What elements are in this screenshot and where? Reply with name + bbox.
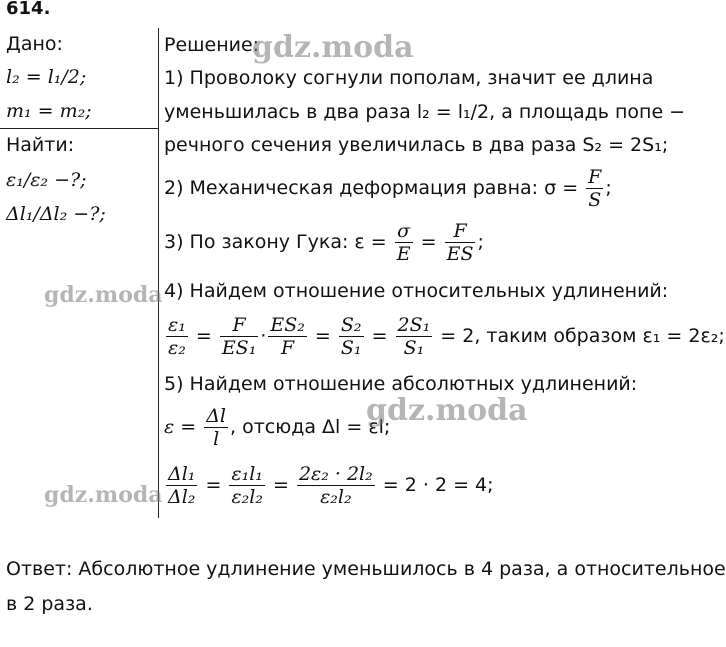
step-1-line-c: речного сечения увеличилась в два раза S₂ = 2S₁; <box>164 134 669 156</box>
step-3-f1-denominator: E <box>396 243 411 265</box>
step-6-end: = 2 · 2 = 4; <box>376 474 494 496</box>
step-4-f2-numerator: F <box>220 314 259 337</box>
step-5-end: , отсюда Δl = εl; <box>230 416 391 438</box>
answer-line-1: Ответ: Абсолютное удлинение уменьшилось в 4 раза, а относительное <box>6 558 726 580</box>
step-4-f1-denominator: ε₂ <box>168 337 186 359</box>
watermark-logo: gdz.moda <box>366 393 528 428</box>
step-4-f3-denominator: F <box>281 337 295 359</box>
vertical-divider <box>158 28 159 518</box>
step-5-denominator: l <box>213 428 220 450</box>
given-line-1: l₂ = l₁/2; <box>6 66 87 88</box>
step-1-line-a: 1) Проволоку согнули пополам, значит ее длина <box>164 67 654 89</box>
step-5-numerator: Δl <box>206 405 227 427</box>
step-2-numerator: F <box>588 166 602 188</box>
step-6-f3-denominator: ε₂l₂ <box>320 486 352 508</box>
find-line-2: Δl₁/Δl₂ −?; <box>6 203 106 225</box>
step-5-fraction <box>204 405 228 450</box>
watermark-logo: gdz.moda <box>252 30 414 65</box>
step-3-text: 3) По закону Гука: ε = <box>164 231 393 253</box>
step-5-epsilon: ε = <box>164 416 203 438</box>
step-2-fraction <box>586 166 603 211</box>
step-4-fraction-1 <box>166 314 188 359</box>
step-4-text: 4) Найдем отношение относительных удлинений: <box>164 280 669 302</box>
step-3-end: ; <box>477 231 484 253</box>
given-line-2: m₁ = m₂; <box>6 100 92 122</box>
step-4-fraction-4 <box>339 314 364 359</box>
step-4-f4-denominator: S₁ <box>340 337 362 359</box>
problem-number: 614. <box>6 0 51 19</box>
step-4-f5-numerator: 2S₁ <box>397 314 431 336</box>
step-5-equation <box>164 405 390 450</box>
step-5-text: 5) Найдем отношение абсолютных удлинений: <box>164 373 638 395</box>
step-6-f1-numerator: Δl₁ <box>168 463 196 485</box>
find-heading: Найти: <box>6 134 75 156</box>
step-4-f3-numerator: ES₂ <box>270 314 305 336</box>
step-4-f5-denominator: S₁ <box>403 337 425 359</box>
horizontal-divider <box>0 128 158 129</box>
step-6-f2-denominator: ε₂l₂ <box>231 486 263 508</box>
step-6-f3-numerator: 2ε₂ · 2l₂ <box>298 463 373 485</box>
step-2-end: ; <box>605 177 612 199</box>
step-6-fraction-2 <box>229 463 265 508</box>
step-3-f2-denominator: ES <box>446 243 474 265</box>
step-4-f1-numerator: ε₁ <box>168 314 186 336</box>
step-4-fraction-3 <box>268 314 307 359</box>
step-4-f2-denominator: ES₁ <box>221 337 257 359</box>
watermark-logo: gdz.moda <box>44 282 163 308</box>
step-6-equation: $\frac{\text{Δl₁}}{\text{Δl₂}}$ = $\frac{\text{ε₁l₁}}{\text{ε₂l₂}}$ = $\frac{\text{2ε₂ · 2l₂}}{\text{ε₂l₂}}$ = 2 · 2 = 4; <box>168 463 494 508</box>
step-1-line-b: уменьшилась в два раза l₂ = l₁/2, а площадь попе − <box>164 101 686 123</box>
given-heading: Дано: <box>6 33 63 55</box>
step-3-f1-numerator: σ <box>395 220 413 243</box>
step-6-fraction-1 <box>166 463 197 508</box>
step-3-f2-numerator: F <box>445 220 476 243</box>
step-4-end: = 2, таким образом ε₁ = 2ε₂; <box>434 325 725 347</box>
step-3-fraction-1 <box>395 220 413 265</box>
step-6-f2-numerator: ε₁l₁ <box>231 463 263 485</box>
find-line-1: ε₁/ε₂ −?; <box>6 169 87 191</box>
step-3-fraction-2 <box>445 220 476 265</box>
step-4-f4-numerator: S₂ <box>340 314 362 336</box>
step-2-text: 2) Механическая деформация равна: σ = <box>164 177 585 199</box>
step-6-f1-denominator: Δl₂ <box>168 486 196 508</box>
watermark-logo: gdz.moda <box>44 482 163 508</box>
step-6-fraction-3 <box>297 463 375 508</box>
step-3 <box>164 220 484 265</box>
step-4-fraction-2 <box>220 314 259 359</box>
step-2-denominator: S <box>588 189 602 211</box>
step-4-fraction-5 <box>396 314 433 359</box>
solution-heading: Решение: <box>164 34 260 56</box>
step-3-equals: = <box>414 231 443 253</box>
step-2 <box>164 166 612 211</box>
answer-line-2: в 2 раза. <box>6 593 93 615</box>
step-4-equation: $\frac{\text{ε₁}}{\text{ε₂}}$ = $\frac{F}{\text{ES₁}}$ · $\frac{\text{ES₂}}{F}$ = $\frac{\text{S₂}}{\text{S₁}}$ = $\frac{\text{2S₁}}{\text{S₁}}$ = 2, таким образом ε₁ = 2ε₂; <box>168 314 725 359</box>
